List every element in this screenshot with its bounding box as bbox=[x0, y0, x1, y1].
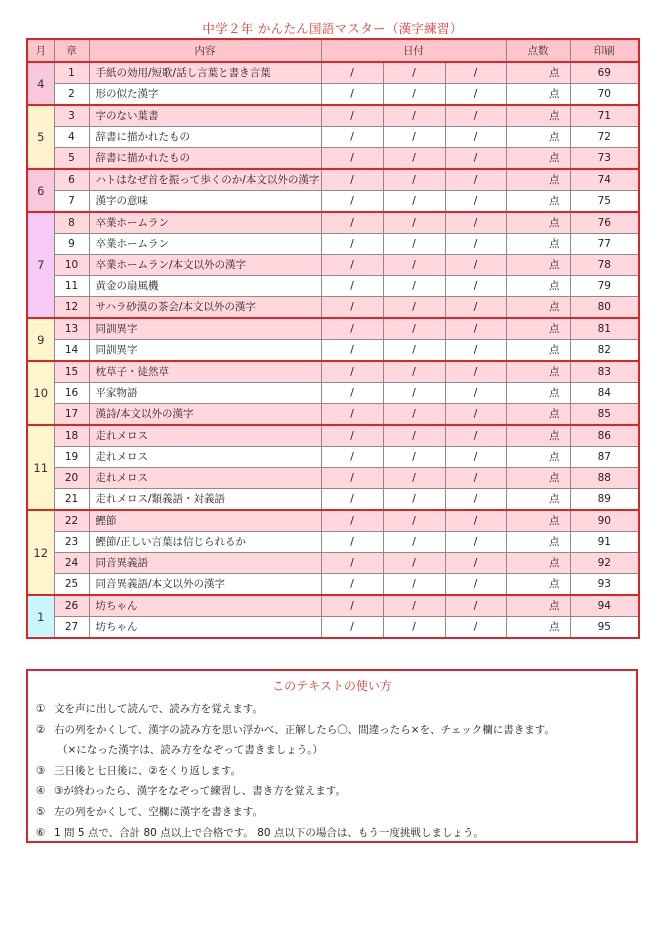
score-cell: 点 bbox=[506, 318, 570, 340]
usage-item bbox=[36, 761, 636, 782]
score-cell: 点 bbox=[506, 425, 570, 447]
lesson-content: 走れメロス bbox=[89, 468, 321, 489]
lesson-table bbox=[26, 38, 640, 639]
date-cell: / bbox=[321, 468, 383, 489]
lesson-content: 走れメロス/類義語・対義語 bbox=[89, 489, 321, 511]
chapter-number: 1 bbox=[54, 62, 89, 84]
print-number: 88 bbox=[570, 468, 639, 489]
month-cell: 5 bbox=[27, 105, 54, 169]
table-row bbox=[27, 425, 639, 447]
usage-item-text: 文を声に出して読んで、読み方を覚えます。 bbox=[54, 703, 263, 715]
date-cell: / bbox=[321, 425, 383, 447]
table-row bbox=[27, 574, 639, 596]
print-number: 78 bbox=[570, 255, 639, 276]
print-number: 73 bbox=[570, 148, 639, 170]
date-cell: / bbox=[383, 148, 445, 170]
date-cell: / bbox=[321, 617, 383, 639]
chapter-number: 12 bbox=[54, 297, 89, 319]
chapter-number: 14 bbox=[54, 340, 89, 362]
print-number: 74 bbox=[570, 169, 639, 191]
table-row bbox=[27, 84, 639, 106]
usage-item-number: ⑤ bbox=[36, 805, 46, 818]
date-cell: / bbox=[445, 169, 506, 191]
month-cell: 10 bbox=[27, 361, 54, 425]
print-number: 79 bbox=[570, 276, 639, 297]
date-cell: / bbox=[445, 234, 506, 255]
date-cell: / bbox=[445, 127, 506, 148]
date-cell: / bbox=[383, 340, 445, 362]
lesson-content: 漢詩/本文以外の漢字 bbox=[89, 404, 321, 426]
date-cell: / bbox=[321, 255, 383, 276]
lesson-content: サハラ砂漠の茶会/本文以外の漢字 bbox=[89, 297, 321, 319]
lesson-content: 卒業ホームラン/本文以外の漢字 bbox=[89, 255, 321, 276]
chapter-number: 8 bbox=[54, 212, 89, 234]
chapter-number: 19 bbox=[54, 447, 89, 468]
lesson-content: 字のない葉書 bbox=[89, 105, 321, 127]
print-number: 93 bbox=[570, 574, 639, 596]
date-cell: / bbox=[383, 595, 445, 617]
date-cell: / bbox=[445, 404, 506, 426]
print-number: 91 bbox=[570, 532, 639, 553]
table-row bbox=[27, 148, 639, 170]
date-cell: / bbox=[445, 105, 506, 127]
score-cell: 点 bbox=[506, 383, 570, 404]
date-cell: / bbox=[321, 489, 383, 511]
date-cell: / bbox=[445, 340, 506, 362]
usage-item bbox=[36, 823, 636, 844]
date-cell: / bbox=[445, 553, 506, 574]
date-cell: / bbox=[445, 212, 506, 234]
date-cell: / bbox=[321, 574, 383, 596]
table-body bbox=[27, 62, 639, 638]
chapter-number: 10 bbox=[54, 255, 89, 276]
date-cell: / bbox=[445, 255, 506, 276]
print-number: 72 bbox=[570, 127, 639, 148]
usage-item-number: ④ bbox=[36, 785, 46, 798]
date-cell: / bbox=[383, 553, 445, 574]
table-row bbox=[27, 553, 639, 574]
chapter-number: 24 bbox=[54, 553, 89, 574]
date-cell: / bbox=[383, 255, 445, 276]
lesson-content: 漢字の意味 bbox=[89, 191, 321, 213]
score-cell: 点 bbox=[506, 127, 570, 148]
score-cell: 点 bbox=[506, 276, 570, 297]
score-cell: 点 bbox=[506, 489, 570, 511]
lesson-content: 同音異義語 bbox=[89, 553, 321, 574]
print-number: 92 bbox=[570, 553, 639, 574]
chapter-number: 22 bbox=[54, 510, 89, 532]
table-row bbox=[27, 340, 639, 362]
score-cell: 点 bbox=[506, 574, 570, 596]
table-row bbox=[27, 468, 639, 489]
date-cell: / bbox=[383, 62, 445, 84]
lesson-content: 卒業ホームラン bbox=[89, 234, 321, 255]
chapter-number: 11 bbox=[54, 276, 89, 297]
date-cell: / bbox=[321, 510, 383, 532]
table-row bbox=[27, 234, 639, 255]
table-row bbox=[27, 62, 639, 84]
date-cell: / bbox=[445, 574, 506, 596]
date-cell: / bbox=[383, 318, 445, 340]
date-cell: / bbox=[321, 297, 383, 319]
date-cell: / bbox=[445, 297, 506, 319]
date-cell: / bbox=[445, 489, 506, 511]
score-cell: 点 bbox=[506, 553, 570, 574]
date-cell: / bbox=[445, 148, 506, 170]
score-cell: 点 bbox=[506, 297, 570, 319]
lesson-content: 手紙の効用/短歌/話し言葉と書き言葉 bbox=[89, 62, 321, 84]
print-number: 95 bbox=[570, 617, 639, 639]
chapter-number: 27 bbox=[54, 617, 89, 639]
header-month: 月 bbox=[27, 39, 54, 62]
usage-item-number: ② bbox=[36, 723, 46, 736]
chapter-number: 20 bbox=[54, 468, 89, 489]
print-number: 82 bbox=[570, 340, 639, 362]
date-cell: / bbox=[321, 105, 383, 127]
table-row bbox=[27, 169, 639, 191]
date-cell: / bbox=[383, 617, 445, 639]
date-cell: / bbox=[445, 383, 506, 404]
lesson-content: 鰹節 bbox=[89, 510, 321, 532]
usage-item-number: ③ bbox=[36, 764, 46, 777]
chapter-number: 15 bbox=[54, 361, 89, 383]
date-cell: / bbox=[383, 276, 445, 297]
date-cell: / bbox=[445, 595, 506, 617]
table-row bbox=[27, 105, 639, 127]
date-cell: / bbox=[383, 212, 445, 234]
table-row bbox=[27, 318, 639, 340]
chapter-number: 4 bbox=[54, 127, 89, 148]
chapter-number: 7 bbox=[54, 191, 89, 213]
print-number: 70 bbox=[570, 84, 639, 106]
usage-list bbox=[28, 699, 636, 843]
lesson-content: 黄金の扇風機 bbox=[89, 276, 321, 297]
usage-item-number: ① bbox=[36, 703, 46, 715]
usage-item-text: 1 問 5 点で、合計 80 点以上で合格です。 80 点以下の場合は、もう一度挑戦しましょう。 bbox=[54, 826, 484, 839]
date-cell: / bbox=[383, 234, 445, 255]
date-cell: / bbox=[383, 383, 445, 404]
page-title: 中学２年 かんたん国語マスター（漢字練習） bbox=[202, 21, 463, 36]
table-row bbox=[27, 212, 639, 234]
date-cell: / bbox=[321, 595, 383, 617]
date-cell: / bbox=[383, 447, 445, 468]
table-row bbox=[27, 361, 639, 383]
usage-item-text: ③が終わったら、漢字をなぞって練習し、書き方を覚えます。 bbox=[54, 785, 346, 798]
chapter-number: 2 bbox=[54, 84, 89, 106]
score-cell: 点 bbox=[506, 447, 570, 468]
score-cell: 点 bbox=[506, 532, 570, 553]
date-cell: / bbox=[445, 62, 506, 84]
table-row bbox=[27, 191, 639, 213]
chapter-number: 25 bbox=[54, 574, 89, 596]
lesson-content: 辞書に描かれたもの bbox=[89, 148, 321, 170]
score-cell: 点 bbox=[506, 340, 570, 362]
score-cell: 点 bbox=[506, 84, 570, 106]
score-cell: 点 bbox=[506, 169, 570, 191]
lesson-content: 辞書に描かれたもの bbox=[89, 127, 321, 148]
date-cell: / bbox=[383, 468, 445, 489]
print-number: 83 bbox=[570, 361, 639, 383]
score-cell: 点 bbox=[506, 404, 570, 426]
lesson-content: 平家物語 bbox=[89, 383, 321, 404]
date-cell: / bbox=[445, 510, 506, 532]
lesson-content: 同音異義語/本文以外の漢字 bbox=[89, 574, 321, 596]
print-number: 94 bbox=[570, 595, 639, 617]
lesson-content: 走れメロス bbox=[89, 447, 321, 468]
usage-item-text: 右の列をかくして、漢字の読み方を思い浮かべ、正解したら〇、間違ったら×を、チェック欄に書きます。 bbox=[54, 723, 555, 736]
print-number: 85 bbox=[570, 404, 639, 426]
lesson-content: 坊ちゃん bbox=[89, 595, 321, 617]
date-cell: / bbox=[445, 191, 506, 213]
date-cell: / bbox=[321, 404, 383, 426]
score-cell: 点 bbox=[506, 468, 570, 489]
score-cell: 点 bbox=[506, 212, 570, 234]
date-cell: / bbox=[383, 404, 445, 426]
month-cell: 7 bbox=[27, 212, 54, 318]
chapter-number: 13 bbox=[54, 318, 89, 340]
lesson-content: 卒業ホームラン bbox=[89, 212, 321, 234]
usage-item bbox=[36, 740, 636, 761]
date-cell: / bbox=[383, 191, 445, 213]
chapter-number: 9 bbox=[54, 234, 89, 255]
header-content: 内容 bbox=[89, 39, 321, 62]
date-cell: / bbox=[383, 169, 445, 191]
date-cell: / bbox=[383, 510, 445, 532]
date-cell: / bbox=[321, 383, 383, 404]
date-cell: / bbox=[321, 340, 383, 362]
date-cell: / bbox=[445, 425, 506, 447]
usage-item-text: 左の列をかくして、空欄に漢字を書きます。 bbox=[54, 805, 263, 818]
score-cell: 点 bbox=[506, 510, 570, 532]
date-cell: / bbox=[321, 212, 383, 234]
table-row bbox=[27, 297, 639, 319]
header-chapter: 章 bbox=[54, 39, 89, 62]
chapter-number: 6 bbox=[54, 169, 89, 191]
table-row bbox=[27, 127, 639, 148]
date-cell: / bbox=[383, 105, 445, 127]
date-cell: / bbox=[321, 532, 383, 553]
lesson-content: 形の似た漢字 bbox=[89, 84, 321, 106]
date-cell: / bbox=[445, 617, 506, 639]
month-cell: 6 bbox=[27, 169, 54, 212]
date-cell: / bbox=[445, 276, 506, 297]
chapter-number: 3 bbox=[54, 105, 89, 127]
date-cell: / bbox=[321, 191, 383, 213]
lesson-content: 同訓異字 bbox=[89, 318, 321, 340]
lesson-content: 鰹節/正しい言葉は信じられるか bbox=[89, 532, 321, 553]
print-number: 76 bbox=[570, 212, 639, 234]
header-date: 日付 bbox=[321, 39, 506, 62]
score-cell: 点 bbox=[506, 234, 570, 255]
table-row bbox=[27, 383, 639, 404]
score-cell: 点 bbox=[506, 105, 570, 127]
print-number: 75 bbox=[570, 191, 639, 213]
header-print: 印刷 bbox=[570, 39, 639, 62]
date-cell: / bbox=[445, 447, 506, 468]
table-row bbox=[27, 617, 639, 639]
date-cell: / bbox=[383, 574, 445, 596]
date-cell: / bbox=[383, 361, 445, 383]
date-cell: / bbox=[445, 361, 506, 383]
usage-item-text: 三日後と七日後に、②をくり返します。 bbox=[54, 764, 242, 777]
chapter-number: 17 bbox=[54, 404, 89, 426]
date-cell: / bbox=[321, 62, 383, 84]
table-row bbox=[27, 447, 639, 468]
print-number: 69 bbox=[570, 62, 639, 84]
table-row bbox=[27, 489, 639, 511]
usage-box bbox=[26, 669, 638, 843]
print-number: 81 bbox=[570, 318, 639, 340]
date-cell: / bbox=[445, 84, 506, 106]
table-header-row bbox=[27, 39, 639, 62]
month-cell: 11 bbox=[27, 425, 54, 510]
date-cell: / bbox=[321, 361, 383, 383]
date-cell: / bbox=[321, 447, 383, 468]
date-cell: / bbox=[383, 127, 445, 148]
date-cell: / bbox=[383, 84, 445, 106]
usage-item bbox=[36, 720, 636, 741]
date-cell: / bbox=[321, 84, 383, 106]
chapter-number: 21 bbox=[54, 489, 89, 511]
print-number: 80 bbox=[570, 297, 639, 319]
print-number: 77 bbox=[570, 234, 639, 255]
date-cell: / bbox=[445, 532, 506, 553]
usage-item bbox=[36, 802, 636, 823]
chapter-number: 16 bbox=[54, 383, 89, 404]
chapter-number: 23 bbox=[54, 532, 89, 553]
chapter-number: 18 bbox=[54, 425, 89, 447]
score-cell: 点 bbox=[506, 595, 570, 617]
date-cell: / bbox=[321, 276, 383, 297]
lesson-content: 同訓異字 bbox=[89, 340, 321, 362]
chapter-number: 5 bbox=[54, 148, 89, 170]
date-cell: / bbox=[321, 148, 383, 170]
month-cell: 12 bbox=[27, 510, 54, 595]
usage-item-number: ⑥ bbox=[36, 826, 46, 839]
date-cell: / bbox=[321, 318, 383, 340]
month-cell: 9 bbox=[27, 318, 54, 361]
lesson-content: ハトはなぜ首を振って歩くのか/本文以外の漢字 bbox=[89, 169, 321, 191]
usage-item bbox=[36, 781, 636, 802]
date-cell: / bbox=[383, 297, 445, 319]
print-number: 87 bbox=[570, 447, 639, 468]
table-row bbox=[27, 510, 639, 532]
table-row bbox=[27, 255, 639, 276]
date-cell: / bbox=[445, 468, 506, 489]
print-number: 90 bbox=[570, 510, 639, 532]
lesson-content: 走れメロス bbox=[89, 425, 321, 447]
date-cell: / bbox=[321, 234, 383, 255]
usage-item-text: （×になった漢字は、読み方をなぞって書きましょう。） bbox=[57, 744, 324, 757]
table-row bbox=[27, 595, 639, 617]
date-cell: / bbox=[321, 127, 383, 148]
month-cell: 4 bbox=[27, 62, 54, 105]
table-row bbox=[27, 276, 639, 297]
print-number: 71 bbox=[570, 105, 639, 127]
print-number: 89 bbox=[570, 489, 639, 511]
score-cell: 点 bbox=[506, 617, 570, 639]
lesson-content: 坊ちゃん bbox=[89, 617, 321, 639]
lesson-content: 枕草子・徒然草 bbox=[89, 361, 321, 383]
date-cell: / bbox=[383, 532, 445, 553]
table-row bbox=[27, 532, 639, 553]
header-score: 点数 bbox=[506, 39, 570, 62]
score-cell: 点 bbox=[506, 148, 570, 170]
date-cell: / bbox=[383, 425, 445, 447]
date-cell: / bbox=[383, 489, 445, 511]
score-cell: 点 bbox=[506, 361, 570, 383]
score-cell: 点 bbox=[506, 255, 570, 276]
date-cell: / bbox=[321, 169, 383, 191]
table-row bbox=[27, 404, 639, 426]
usage-title: このテキストの使い方 bbox=[272, 679, 392, 693]
month-cell: 1 bbox=[27, 595, 54, 638]
score-cell: 点 bbox=[506, 62, 570, 84]
chapter-number: 26 bbox=[54, 595, 89, 617]
print-number: 86 bbox=[570, 425, 639, 447]
score-cell: 点 bbox=[506, 191, 570, 213]
print-number: 84 bbox=[570, 383, 639, 404]
date-cell: / bbox=[321, 553, 383, 574]
date-cell: / bbox=[445, 318, 506, 340]
usage-item bbox=[36, 699, 636, 720]
